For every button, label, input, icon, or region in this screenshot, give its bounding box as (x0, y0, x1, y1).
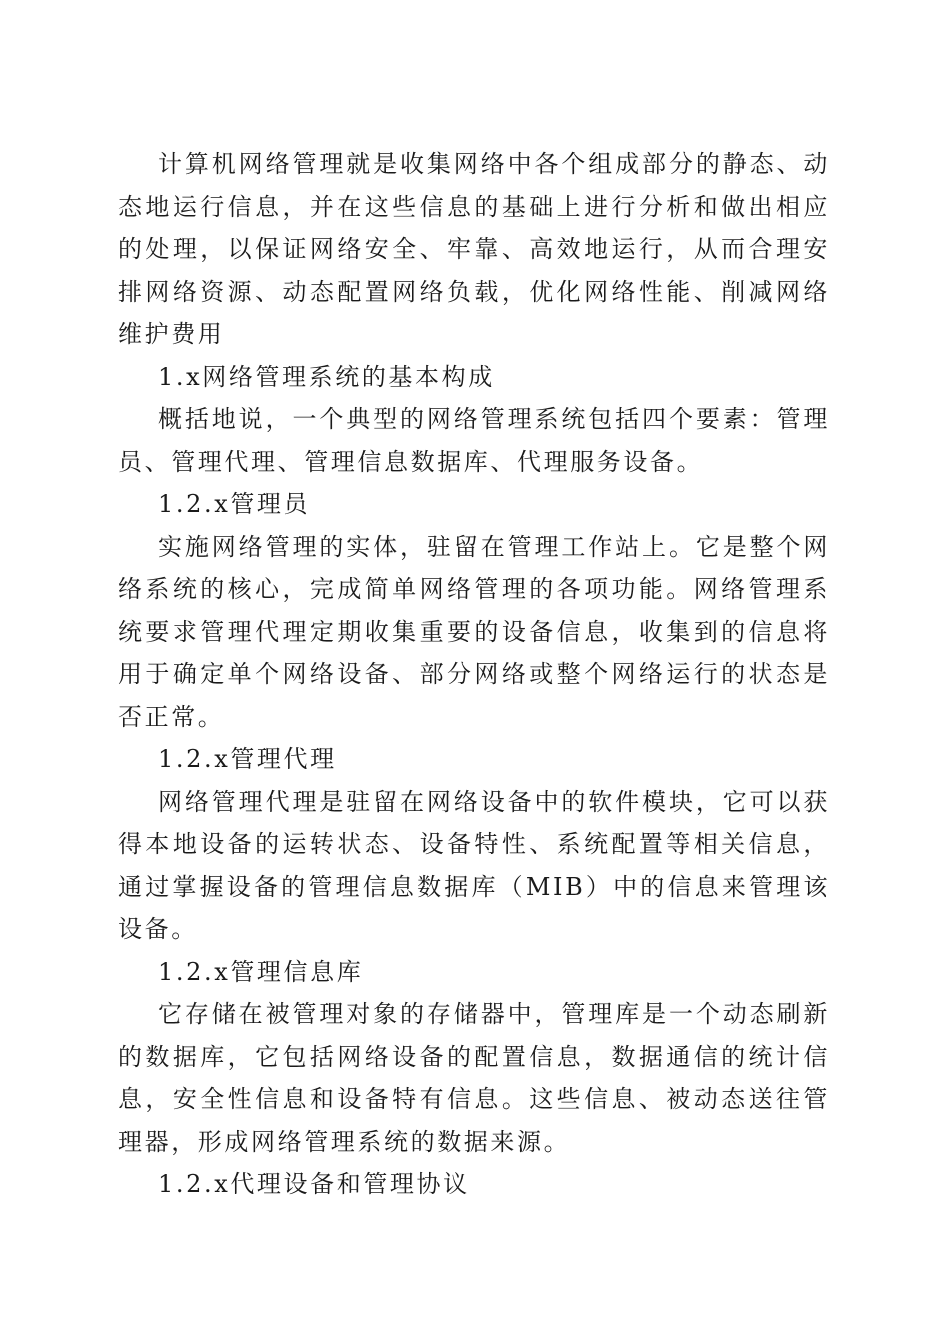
paragraph-manager: 实施网络管理的实体，驻留在管理工作站上。它是整个网络系统的核心，完成简单网络管理的各项功能。网络管理系统要求管理代理定期收集重要的设备信息，收集到的信息将用于确定单个网络设备、部分网络或整个网络运行的状态是否正常。 (118, 532, 830, 731)
heading-agent-device-protocol: 1.2.x代理设备和管理协议 (158, 1170, 470, 1198)
paragraph-four-elements: 概括地说，一个典型的网络管理系统包括四个要素：管理员、管理代理、管理信息数据库、代理服务设备。 (118, 405, 830, 476)
heading-mib: 1.2.x管理信息库 (158, 957, 364, 986)
heading-agent: 1.2.x管理代理 (158, 745, 337, 773)
paragraph-mib: 它存储在被管理对象的存储器中，管理库是一个动态刷新的数据库，它包括网络设备的配置信息，数据通信的统计信息，安全性信息和设备特有信息。这些信息、被动态送往管理器，形成网络管理系统的数据来源。 (118, 1000, 830, 1156)
heading-manager: 1.2.x管理员 (158, 490, 311, 518)
paragraph-intro: 计算机网络管理就是收集网络中各个组成部分的静态、动态地运行信息，并在这些信息的基础上进行分析和做出相应的处理，以保证网络安全、牢靠、高效地运行，从而合理安排网络资源、动态配置网络负载，优化网络性能、削减网络维护费用 (118, 150, 830, 348)
paragraph-agent: 网络管理代理是驻留在网络设备中的软件模块，它可以获得本地设备的运转状态、设备特性、系统配置等相关信息，通过掌握设备的管理信息数据库（MIB）中的信息来管理该设备。 (118, 787, 830, 943)
document-body (118, 143, 830, 1206)
heading-basic-structure: 1.x网络管理系统的基本构成 (158, 362, 495, 391)
